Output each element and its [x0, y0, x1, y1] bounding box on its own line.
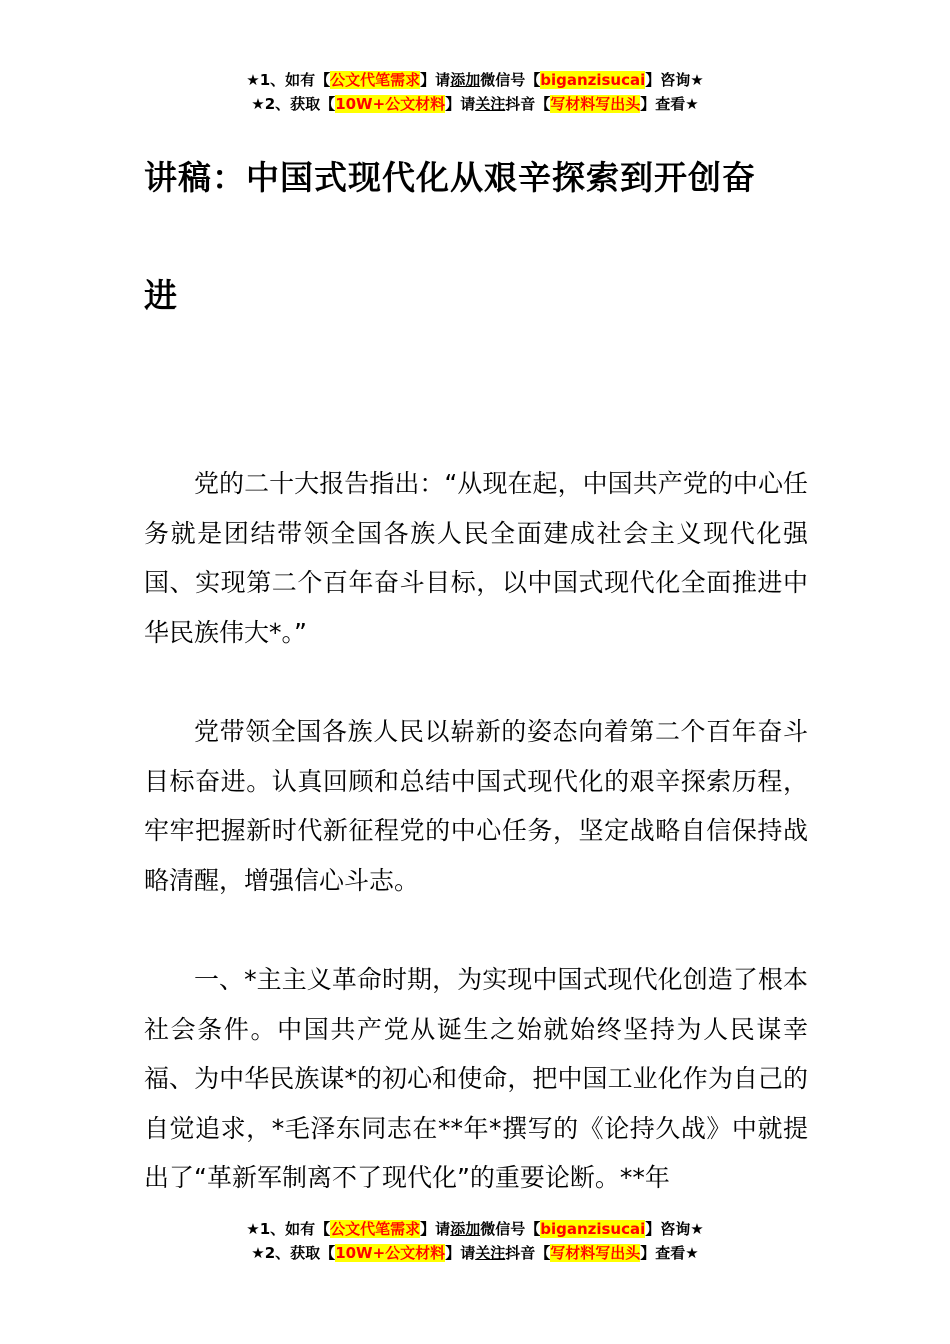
banner-highlight: 10W+公文材料	[335, 95, 446, 113]
banner-highlight: biganzisucai	[540, 1220, 646, 1238]
banner-highlight: 公文代笔需求	[330, 1220, 421, 1238]
banner-highlight: biganzisucai	[540, 71, 646, 89]
header-banner	[0, 68, 950, 116]
banner-line-1: ★1、如有【公文代笔需求】请添加微信号【biganzisucai】咨询★	[246, 71, 704, 89]
banner-highlight: 公文代笔需求	[330, 71, 421, 89]
body-paragraph: 党带领全国各族人民以崭新的姿态向着第二个百年奋斗目标奋进。认真回顾和总结中国式现代化的艰辛探索历程，牢牢把握新时代新征程党的中心任务，坚定战略自信保持战略清醒，增强信心斗志。	[144, 717, 808, 895]
banner-line-2: ★2、获取【10W+公文材料】请关注抖音【写材料写出头】查看★	[251, 1244, 699, 1262]
banner-line-2: ★2、获取【10W+公文材料】请关注抖音【写材料写出头】查看★	[251, 95, 699, 113]
body-paragraph: 一、*主主义革命时期，为实现中国式现代化创造了根本社会条件。中国共产党从诞生之始就始终坚持为人民谋幸福、为中华民族谋*的初心和使命，把中国工业化作为自己的自觉追求，*毛泽东同志在**年*撰写的《论持久战》中就提出了“革新军制离不了现代化”的重要论断。**年	[144, 965, 808, 1193]
document-title-continued: 进	[144, 276, 178, 315]
document-title: 讲稿：中国式现代化从艰辛探索到开创奋	[144, 158, 756, 197]
banner-highlight: 写材料写出头	[550, 1244, 641, 1262]
footer-banner	[0, 1217, 950, 1265]
body-paragraph: 党的二十大报告指出：“从现在起，中国共产党的中心任务就是团结带领全国各族人民全面建成社会主义现代化强国、实现第二个百年奋斗目标，以中国式现代化全面推进中华民族伟大*。”	[144, 469, 808, 647]
banner-highlight: 10W+公文材料	[335, 1244, 446, 1262]
banner-line-1: ★1、如有【公文代笔需求】请添加微信号【biganzisucai】咨询★	[246, 1220, 704, 1238]
banner-highlight: 写材料写出头	[550, 95, 641, 113]
